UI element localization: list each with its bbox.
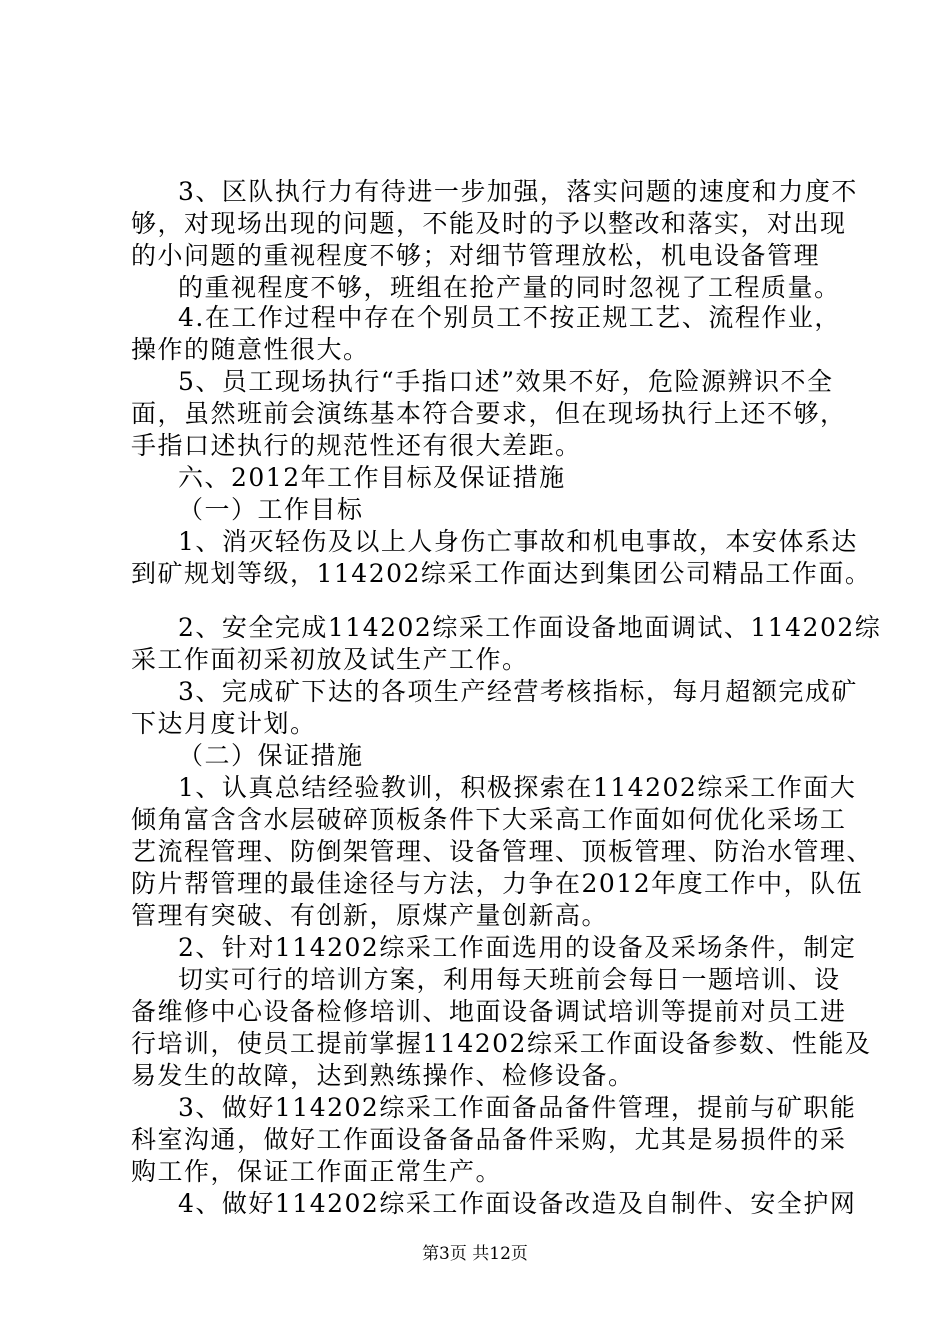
paragraph-line: 行培训，使员工提前掌握114202综采工作面设备参数、性能及	[131, 1029, 872, 1058]
paragraph-line: 手指口述执行的规范性还有很大差距。	[131, 431, 582, 460]
paragraph-line: 的重视程度不够，班组在抢产量的同时忽视了工程质量。	[178, 273, 841, 302]
paragraph-line: 1、认真总结经验教训，积极探索在114202综采工作面大	[178, 773, 857, 802]
paragraph-line: 购工作，保证工作面正常生产。	[131, 1157, 503, 1186]
paragraph-line: 备维修中心设备检修培训、地面设备调试培训等提前对员工进	[131, 997, 847, 1026]
paragraph-line: 的小问题的重视程度不够；对细节管理放松，机电设备管理	[131, 241, 821, 270]
paragraph-line: 到矿规划等级，114202综采工作面达到集团公司精品工作面。	[131, 559, 872, 588]
page-number-footer: 第3页 共12页	[422, 1244, 528, 1264]
subsection-heading: （一）工作目标	[178, 495, 364, 524]
paragraph-line: 3、区队执行力有待进一步加强，落实问题的速度和力度不	[178, 177, 858, 206]
paragraph-line: 2、安全完成114202综采工作面设备地面调试、114202综	[178, 613, 882, 642]
paragraph-line: 3、完成矿下达的各项生产经营考核指标，每月超额完成矿	[178, 677, 858, 706]
paragraph-line: 采工作面初采初放及试生产工作。	[131, 645, 529, 674]
paragraph-line: 管理有突破、有创新，原煤产量创新高。	[131, 901, 609, 930]
section-heading: 六、2012年工作目标及保证措施	[178, 463, 566, 492]
paragraph-line: 面，虽然班前会演练基本符合要求，但在现场执行上还不够，	[131, 399, 847, 428]
paragraph-line: 3、做好114202综采工作面备品备件管理，提前与矿职能	[178, 1093, 857, 1122]
paragraph-line: 艺流程管理、防倒架管理、设备管理、顶板管理、防治水管理、	[131, 837, 874, 866]
paragraph-line: 切实可行的培训方案，利用每天班前会每日一题培训、设	[178, 965, 841, 994]
paragraph-line: 防片帮管理的最佳途径与方法，力争在2012年度工作中，队伍	[131, 869, 864, 898]
paragraph-line: 下达月度计划。	[131, 709, 317, 738]
paragraph-line: 操作的随意性很大。	[131, 335, 370, 364]
paragraph-line: 2、针对114202综采工作面选用的设备及采场条件，制定	[178, 933, 857, 962]
paragraph-line: 4、做好114202综采工作面设备改造及自制件、安全护网	[178, 1189, 857, 1218]
paragraph-line: 易发生的故障，达到熟练操作、检修设备。	[131, 1061, 635, 1090]
paragraph-line: 5、员工现场执行“手指口述”效果不好，危险源辨识不全	[178, 367, 834, 396]
subsection-heading: （二）保证措施	[178, 741, 364, 770]
paragraph-line: 4.在工作过程中存在个别员工不按正规工艺、流程作业，	[178, 303, 841, 332]
paragraph-line: 倾角富含含水层破碎顶板条件下大采高工作面如何优化采场工	[131, 805, 847, 834]
paragraph-line: 科室沟通，做好工作面设备备品备件采购，尤其是易损件的采	[131, 1125, 847, 1154]
paragraph-line: 1、消灭轻伤及以上人身伤亡事故和机电事故，本安体系达	[178, 527, 858, 556]
paragraph-line: 够，对现场出现的问题，不能及时的予以整改和落实，对出现	[131, 209, 847, 238]
